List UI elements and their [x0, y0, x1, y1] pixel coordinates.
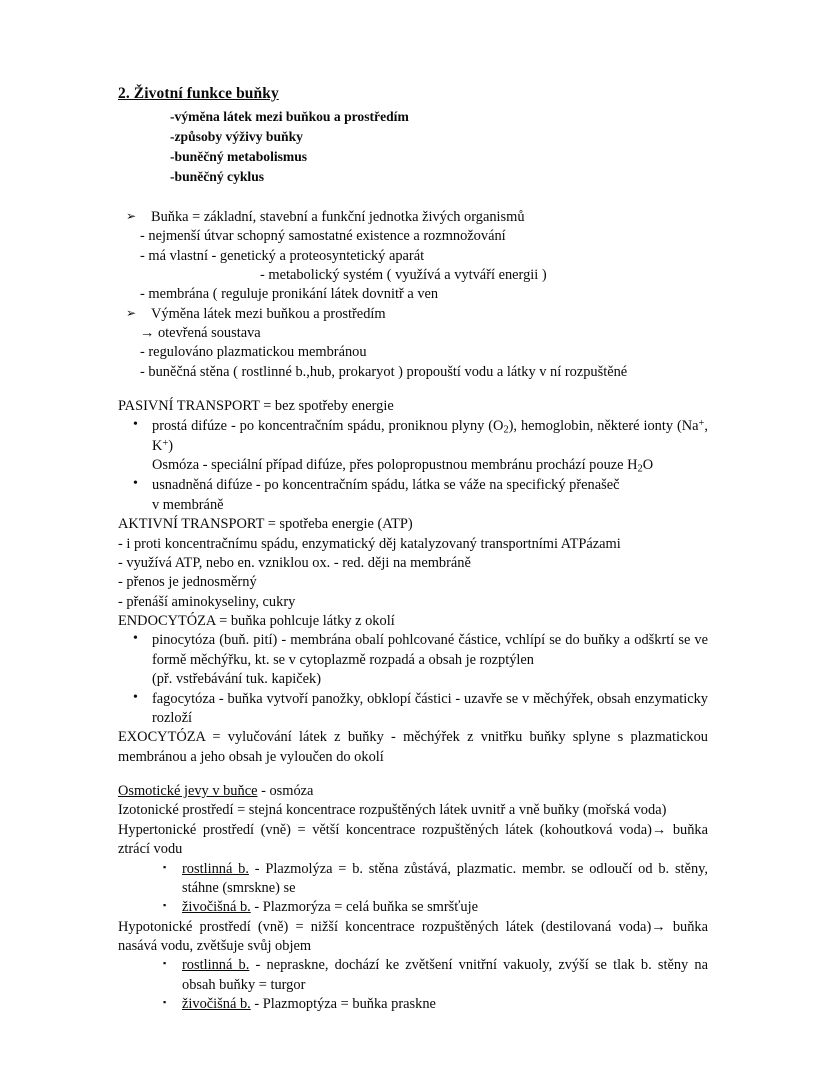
passive-bullet-facilitated-diffusion: usnadněná difúze - po koncentračním spádu, látka se váže na specifický přenašeč — [152, 477, 620, 494]
osmotic-heading-rest: - osmóza — [257, 783, 314, 800]
square-bullet-icon: ▪ — [163, 900, 167, 911]
osmotic-hypotonic: Hypotonické prostředí (vně) = nižší koncentrace rozpuštěných látek (destilovaná voda)→ buňka nasává vodu, zvětšuje svůj objem — [118, 918, 708, 955]
subscript-two: 2 — [503, 423, 509, 435]
section-exchange — [118, 305, 708, 383]
dot-bullet-icon: • — [133, 689, 138, 705]
section-exchange-line: - buněčná stěna ( rostlinné b.,hub, prokaryot ) propouští vodu a látky v ní rozpuštěné — [140, 363, 628, 380]
section-exocytosis: EXOCYTÓZA = vylučování látek z buňky - měchýřek z vnitřku buňky splyne s plazmatickou membránou a jeho obsah je vyloučen do okolí — [118, 729, 708, 765]
arrow-bullet-item — [118, 208, 708, 227]
passive-bullet-continuation: v membráně — [152, 496, 224, 513]
subtitle-item: -buněčný cyklus — [170, 168, 265, 184]
hypotonic-plant-cell: rostlinná b. - nepraskne, dochází ke zvětšení vnitřní vakuoly, zvýší se tlak b. stěny na obsah buňky = turgor — [182, 957, 708, 993]
arrow-bullet-icon: ➢ — [126, 306, 137, 321]
arrow-bullet-item — [118, 305, 708, 324]
hypertonic-plant-label: rostlinná b. — [182, 860, 249, 877]
section-cell-line: - metabolický systém ( využívá a vytváří energii ) — [260, 266, 547, 283]
active-transport-heading: AKTIVNÍ TRANSPORT = spotřeba energie (ATP) — [118, 516, 413, 533]
active-transport-line: - i proti koncentračnímu spádu, enzymatický děj katalyzovaný transportními ATPázami — [118, 535, 621, 552]
square-bullet-icon: ▪ — [163, 958, 167, 969]
superscript-plus: + — [698, 417, 705, 429]
square-bullet-item — [118, 956, 708, 995]
osmotic-heading-underlined: Osmotické jevy v buňce — [118, 783, 258, 800]
square-bullet-item — [118, 860, 708, 899]
section-osmotic-phenomena — [118, 782, 708, 1015]
endocytosis-bullet-continuation: (př. vstřebávání tuk. kapiček) — [152, 671, 322, 688]
section-exchange-heading: Výměna látek mezi buňkou a prostředím — [151, 305, 386, 322]
section-cell-heading: Buňka = základní, stavební a funkční jednotka živých organismů — [151, 208, 525, 225]
passive-osmosis-line: Osmóza - speciální případ difúze, přes polopropustnou membránu prochází pouze $H_2O$ — [152, 457, 654, 475]
square-bullet-icon: ▪ — [163, 861, 167, 872]
superscript-plus: + — [162, 437, 169, 449]
section-exchange-line: → otevřená soustava — [140, 325, 261, 342]
dot-bullet-item — [118, 476, 708, 495]
osmotic-heading — [118, 782, 708, 801]
hypertonic-plant-cell: rostlinná b. - Plazmolýza = b. stěna zůstává, plazmatic. membr. se odloučí od b. stěny, stáhne (smrskne) se — [182, 860, 708, 896]
dot-bullet-icon: • — [133, 631, 138, 647]
hypertonic-animal-label: živočišná b. — [182, 899, 251, 916]
arrow-bullet-icon: ➢ — [126, 209, 137, 224]
section-exchange-line: - regulováno plazmatickou membránou — [140, 344, 367, 361]
document-body — [118, 84, 708, 1015]
subtitle-item: -způsoby výživy buňky — [170, 129, 303, 145]
passive-bullet-simple-diffusion: prostá difúze - po koncentračním spádu, proniknou plyny $(O_2)$, hemoglobin, některé ionty (Na+, K+) — [152, 417, 708, 454]
passive-transport-heading: PASIVNÍ TRANSPORT = bez spotřeby energie — [118, 398, 394, 415]
dot-bullet-item — [118, 631, 708, 670]
page-title: 2. Životní funkce buňky — [118, 85, 279, 102]
section-active-transport — [118, 515, 708, 612]
hypotonic-animal-label: živočišná b. — [182, 996, 251, 1013]
square-bullet-item — [118, 898, 708, 917]
active-transport-line: - přenos je jednosměrný — [118, 574, 257, 591]
section-endocytosis — [118, 612, 708, 728]
square-bullet-item — [118, 995, 708, 1014]
hypertonic-animal-cell: živočišná b. - Plazmorýza = celá buňka se smršťuje — [182, 899, 478, 916]
section-cell-line: - nejmenší útvar schopný samostatné existence a rozmnožování — [140, 228, 506, 245]
hypotonic-animal-cell: živočišná b. - Plazmoptýza = buňka praskne — [182, 996, 436, 1013]
dot-bullet-icon: • — [133, 476, 138, 492]
section-cell-line: - má vlastní - genetický a proteosyntetický aparát — [140, 247, 425, 264]
subtitle-list — [118, 107, 708, 186]
endocytosis-bullet-pinocytosis: pinocytóza (buň. pití) - membrána obalí pohlcované částice, vchlípí se do buňky a odškrtí se ve formě měchýřku, kt. se v cytoplazmě rozpadá a obsah je rozptýlen — [152, 632, 708, 668]
square-bullet-icon: ▪ — [163, 997, 167, 1008]
osmotic-isotonic: Izotonické prostředí = stejná koncentrace rozpuštěných látek uvnitř a vně buňky (mořská voda) — [118, 802, 667, 819]
hypotonic-plant-label: rostlinná b. — [182, 957, 250, 974]
spacer — [118, 197, 708, 208]
spacer — [118, 767, 708, 782]
active-transport-line: - přenáší aminokyseliny, cukry — [118, 593, 296, 610]
dot-bullet-item — [118, 690, 708, 729]
section-cell-definition — [118, 208, 708, 305]
section-cell-line: - membrána ( reguluje pronikání látek dovnitř a ven — [140, 286, 439, 303]
active-transport-line: - využívá ATP, nebo en. vzniklou ox. - red. ději na membráně — [118, 554, 471, 571]
subtitle-item: -výměna látek mezi buňkou a prostředím — [170, 109, 409, 125]
endocytosis-heading: ENDOCYTÓZA = buňka pohlcuje látky z okolí — [118, 613, 395, 630]
subscript-two: 2 — [637, 463, 643, 475]
spacer — [118, 382, 708, 397]
dot-bullet-icon: • — [133, 416, 138, 432]
dot-bullet-item — [118, 417, 708, 457]
section-passive-transport — [118, 397, 708, 515]
subtitle-item: -buněčný metabolismus — [170, 149, 308, 165]
endocytosis-bullet-phagocytosis: fagocytóza - buňka vytvoří panožky, obklopí částici - uzavře se v měchýřek, obsah enzymaticky rozloží — [152, 690, 708, 726]
osmotic-hypertonic: Hypertonické prostředí (vně) = větší koncentrace rozpuštěných látek (kohoutková voda)→ buňka ztrácí vodu — [118, 821, 708, 858]
